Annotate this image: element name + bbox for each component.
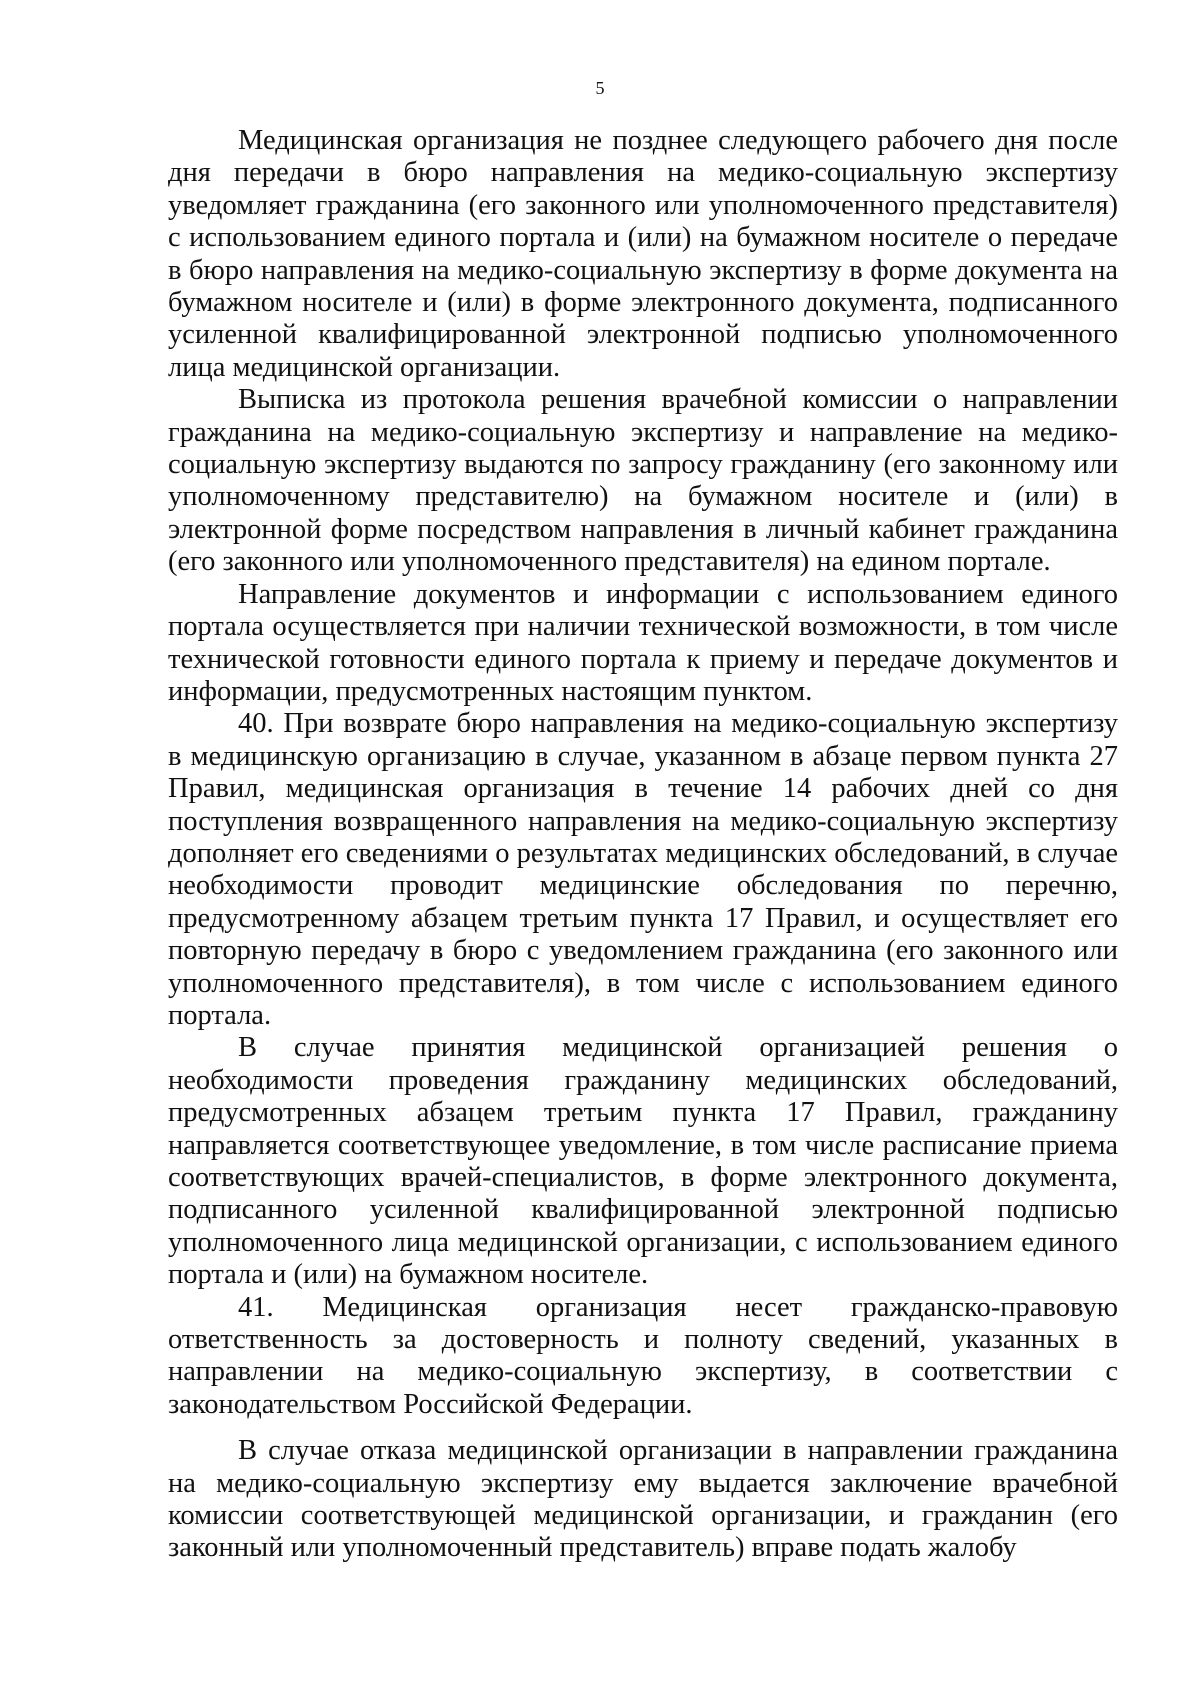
paragraph-refusal: В случае отказа медицинской организации в направлении гражданина на медико-социальную экспертизу ему выдается заключение врачебной комиссии соответствующей медицинской организации, и гражданин (его законный или уполномоченный представитель) вправе подать жалобу: [168, 1435, 1118, 1564]
paragraph-portal: Направление документов и информации с использованием единого портала осуществляется при наличии технической возможности, в том числе технической готовности единого портала к приему и передаче документов и информации, предусмотренных настоящим пунктом.: [168, 578, 1118, 707]
paragraph-item-41: 41. Медицинская организация несет гражданско-правовую ответственность за достоверность и полноту сведений, указанных в направлении на медико-социальную экспертизу, в соответствии с законодательством Российской Федерации.: [168, 1291, 1118, 1420]
paragraph-extract: Выписка из протокола решения врачебной комиссии о направлении гражданина на медико-социальную экспертизу и направление на медико-социальную экспертизу выдаются по запросу гражданину (его законному или уполномоченному представителю) на бумажном носителе и (или) в электронной форме посредством направления в личный кабинет гражданина (его законного или уполномоченного представителя) на едином портале.: [168, 384, 1118, 578]
paragraph-item-40: 40. При возврате бюро направления на медико-социальную экспертизу в медицинскую организацию в случае, указанном в абзаце первом пункта 27 Правил, медицинская организация в течение 14 рабочих дней со дня поступления возвращенного направления на медико-социальную экспертизу дополняет его сведениями о результатах медицинских обследований, в случае необходимости проводит медицинские обследования по перечню, предусмотренному абзацем третьим пункта 17 Правил, и осуществляет его повторную передачу в бюро с уведомлением гражданина (его законного или уполномоченного представителя), в том числе с использованием единого портала.: [168, 708, 1118, 1031]
page-number: 5: [595, 78, 605, 98]
document-body: [168, 125, 1118, 1565]
paragraph-examinations: В случае принятия медицинской организацией решения о необходимости проведения гражданину медицинских обследований, предусмотренных абзацем третьим пункта 17 Правил, гражданину направляется соответствующее уведомление, в том числе расписание приема соответствующих врачей-специалистов, в форме электронного документа, подписанного усиленной квалифицированной электронной подписью уполномоченного лица медицинской организации, с использованием единого портала и (или) на бумажном носителе.: [168, 1032, 1118, 1291]
paragraph-notification: Медицинская организация не позднее следующего рабочего дня после дня передачи в бюро направления на медико-социальную экспертизу уведомляет гражданина (его законного или уполномоченного представителя) с использованием единого портала и (или) на бумажном носителе о передаче в бюро направления на медико-социальную экспертизу в форме документа на бумажном носителе и (или) в форме электронного документа, подписанного усиленной квалифицированной электронной подписью уполномоченного лица медицинской организации.: [168, 125, 1118, 383]
